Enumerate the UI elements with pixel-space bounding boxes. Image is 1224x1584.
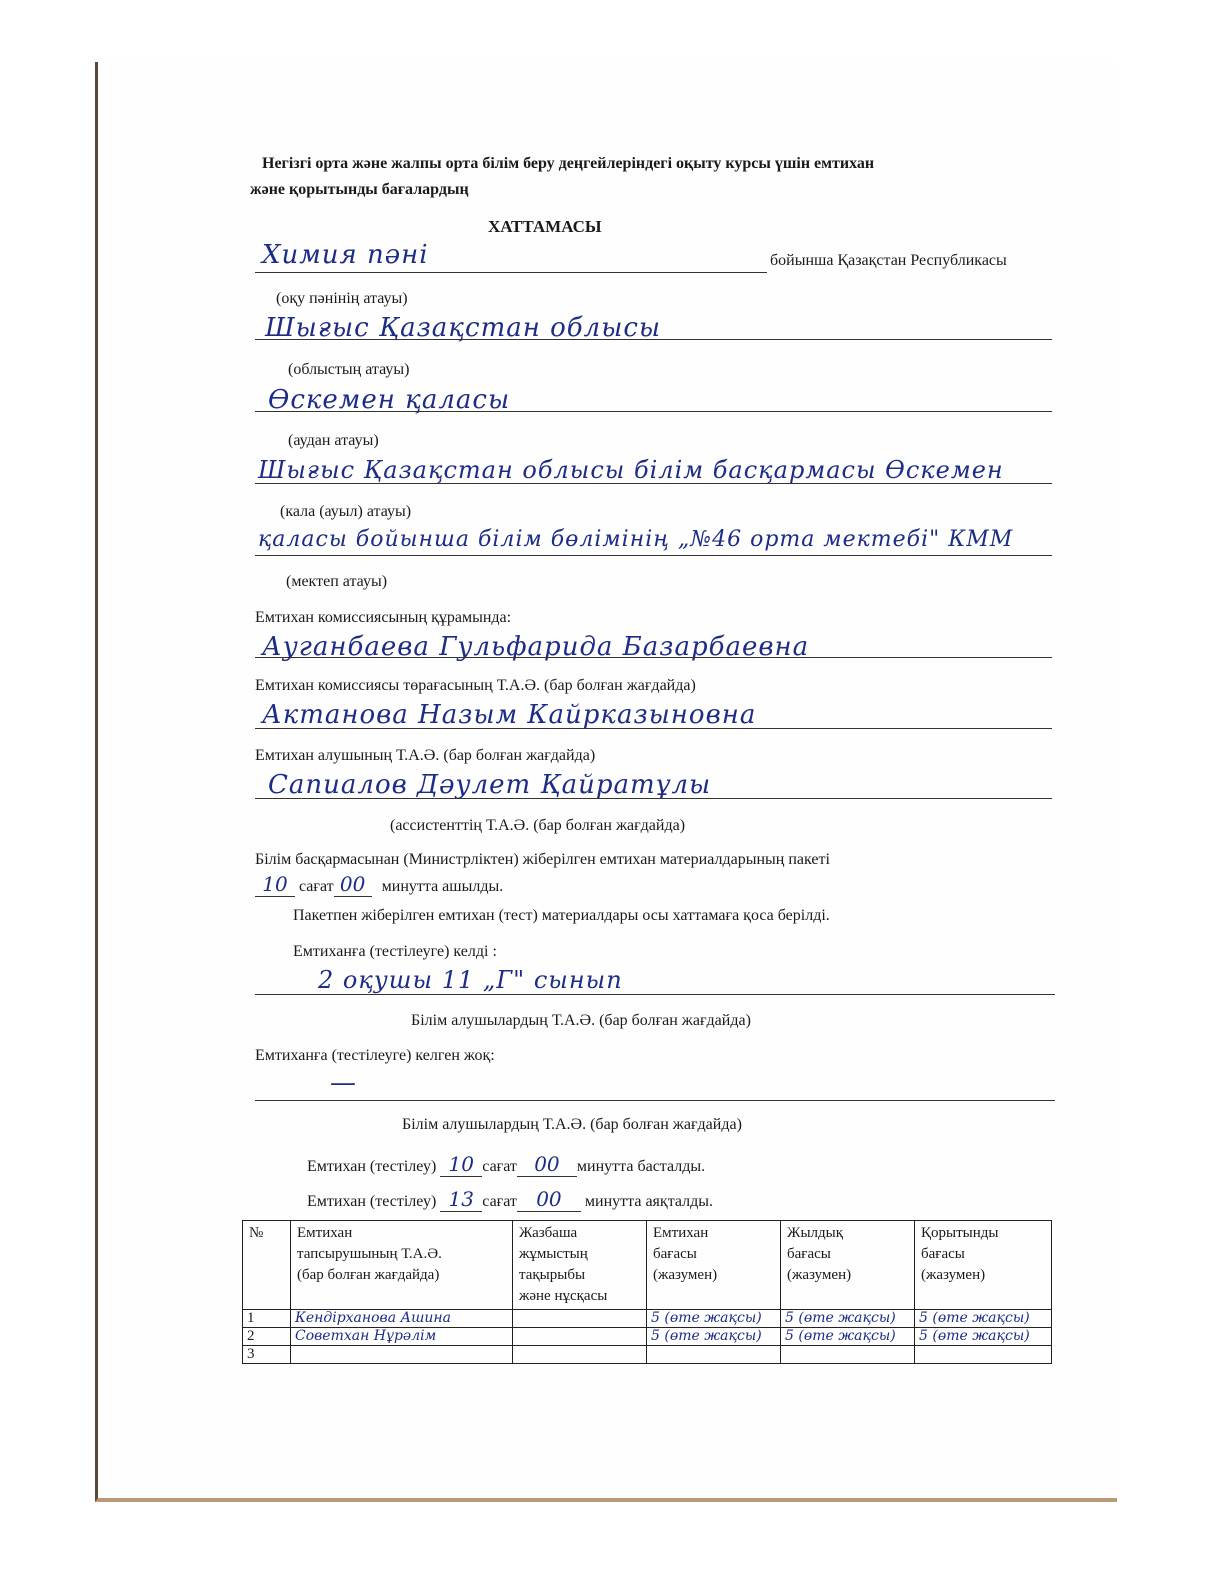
- row-exam-grade: [647, 1346, 781, 1364]
- absent-value: —: [330, 1068, 357, 1098]
- column-header-final-grade: Қорытынды бағасы (жазумен): [915, 1221, 1052, 1310]
- row-annual-grade: [781, 1346, 915, 1364]
- header-line-1: Негізгі орта және жалпы орта білім беру деңгейлеріндегі оқыту курсы үшін емтихан: [262, 155, 875, 172]
- assistant-value: Сапиалов Дәулет Қайратұлы: [268, 770, 712, 800]
- city-line: [255, 483, 1052, 484]
- came-line: [255, 994, 1055, 995]
- city-value: Шығыс Қазақстан облысы білім басқармасы Өскемен: [258, 456, 1004, 484]
- row-final-grade: [915, 1346, 1052, 1364]
- column-header-topic: Жазбаша жұмыстың тақырыбы және нұсқасы: [513, 1221, 647, 1310]
- came-label: Емтиханға (тестілеуге) келді :: [293, 943, 497, 960]
- row-exam-grade: 5 (өте жақсы): [647, 1328, 781, 1346]
- district-line: [255, 411, 1052, 412]
- row-number: 1: [243, 1310, 291, 1328]
- subject-value: Химия пәні: [262, 240, 429, 270]
- results-table: [242, 1220, 1052, 1364]
- row-student-name: Кендірханова Ашина: [291, 1310, 513, 1328]
- examiner-line: [255, 728, 1052, 729]
- subject-caption: (оқу пәнінің атауы): [276, 290, 408, 307]
- package-minute-label: минутта ашылды.: [381, 878, 504, 895]
- column-header-name: Емтихан тапсырушының Т.А.Ә. (бар болған жағдайда): [291, 1221, 513, 1310]
- row-final-grade: 5 (өте жақсы): [915, 1310, 1052, 1328]
- commission-member: Ауганбаева Гульфарида Базарбаевна: [262, 632, 810, 662]
- end-prefix: Емтихан (тестілеу): [307, 1193, 437, 1210]
- start-hour-label: сағат: [482, 1158, 517, 1175]
- package-minute: 00: [334, 872, 372, 897]
- row-exam-grade: 5 (өте жақсы): [647, 1310, 781, 1328]
- start-suffix: минутта басталды.: [576, 1158, 706, 1175]
- came-caption: Білім алушылардың Т.А.Ә. (бар болған жағдайда): [411, 1012, 751, 1029]
- column-header-annual-grade: Жылдық бағасы (жазумен): [781, 1221, 915, 1310]
- row-number: 2: [243, 1328, 291, 1346]
- end-hour-label: сағат: [482, 1193, 517, 1210]
- region-line: [255, 339, 1052, 340]
- package-hour-label: сағат: [299, 878, 334, 895]
- commission-label: Емтихан комиссиясының құрамында:: [255, 609, 512, 626]
- end-time-row: [307, 1187, 713, 1212]
- package-hour: 10: [255, 872, 295, 897]
- examiner-caption: Емтихан алушының Т.А.Ә. (бар болған жағдайда): [255, 747, 596, 764]
- header-line-2: және қорытынды бағалардың: [250, 181, 469, 198]
- package-attached: Пакетпен жіберілген емтихан (тест) материалдары осы хаттамаға қоса берілді.: [293, 907, 830, 924]
- end-suffix: минутта аяқталды.: [584, 1193, 713, 1210]
- row-final-grade: 5 (өте жақсы): [915, 1328, 1052, 1346]
- row-annual-grade: 5 (өте жақсы): [781, 1328, 915, 1346]
- subject-line: [255, 272, 767, 273]
- start-hour: 10: [440, 1152, 482, 1177]
- subject-suffix: бойынша Қазақстан Республикасы: [770, 252, 1007, 269]
- package-text: Білім басқармасынан (Министрліктен) жіберілген емтихан материалдарының пакеті: [255, 851, 830, 868]
- assistant-line: [255, 798, 1052, 799]
- table-row: [243, 1328, 1052, 1346]
- end-minute: 00: [517, 1187, 581, 1212]
- chair-caption: Емтихан комиссиясы төрағасының Т.А.Ә. (бар болған жағдайда): [255, 677, 696, 694]
- column-header-exam-grade: Емтихан бағасы (жазумен): [647, 1221, 781, 1310]
- region-caption: (облыстың атауы): [288, 361, 410, 378]
- school-value: қаласы бойынша білім бөлімінің „№46 орта мектебі" КММ: [258, 527, 1014, 552]
- table-row: [243, 1346, 1052, 1364]
- district-caption: (аудан атауы): [288, 432, 379, 449]
- table-header-row: [243, 1221, 1052, 1310]
- absent-caption: Білім алушылардың Т.А.Ә. (бар болған жағдайда): [402, 1116, 742, 1133]
- table-row: [243, 1310, 1052, 1328]
- start-minute: 00: [517, 1152, 577, 1177]
- absent-label: Емтиханға (тестілеуге) келген жоқ:: [255, 1047, 495, 1064]
- school-caption: (мектеп атауы): [286, 573, 388, 590]
- commission-member-line: [255, 657, 1052, 658]
- absent-line: [255, 1100, 1055, 1101]
- package-time-row: [255, 872, 503, 897]
- district-value: Өскемен қаласы: [268, 385, 511, 415]
- document-title: ХАТТАМАСЫ: [488, 217, 602, 236]
- row-annual-grade: 5 (өте жақсы): [781, 1310, 915, 1328]
- region-value: Шығыс Қазақстан облысы: [265, 313, 662, 343]
- row-student-name: Советхан Нұрәлім: [291, 1328, 513, 1346]
- row-number: 3: [243, 1346, 291, 1364]
- row-topic: [513, 1328, 647, 1346]
- examiner-value: Актанова Назым Кайрказыновна: [262, 700, 757, 730]
- assistant-caption: (ассистенттің Т.А.Ә. (бар болған жағдайда): [390, 817, 686, 834]
- came-value: 2 оқушы 11 „Г" сынып: [318, 966, 623, 994]
- row-topic: [513, 1346, 647, 1364]
- end-hour: 13: [440, 1187, 482, 1212]
- row-topic: [513, 1310, 647, 1328]
- column-header-number: №: [243, 1221, 291, 1310]
- city-caption: (кала (ауыл) атауы): [280, 503, 412, 520]
- school-line: [255, 555, 1052, 556]
- start-prefix: Емтихан (тестілеу): [307, 1158, 437, 1175]
- row-student-name: [291, 1346, 513, 1364]
- start-time-row: [307, 1152, 705, 1177]
